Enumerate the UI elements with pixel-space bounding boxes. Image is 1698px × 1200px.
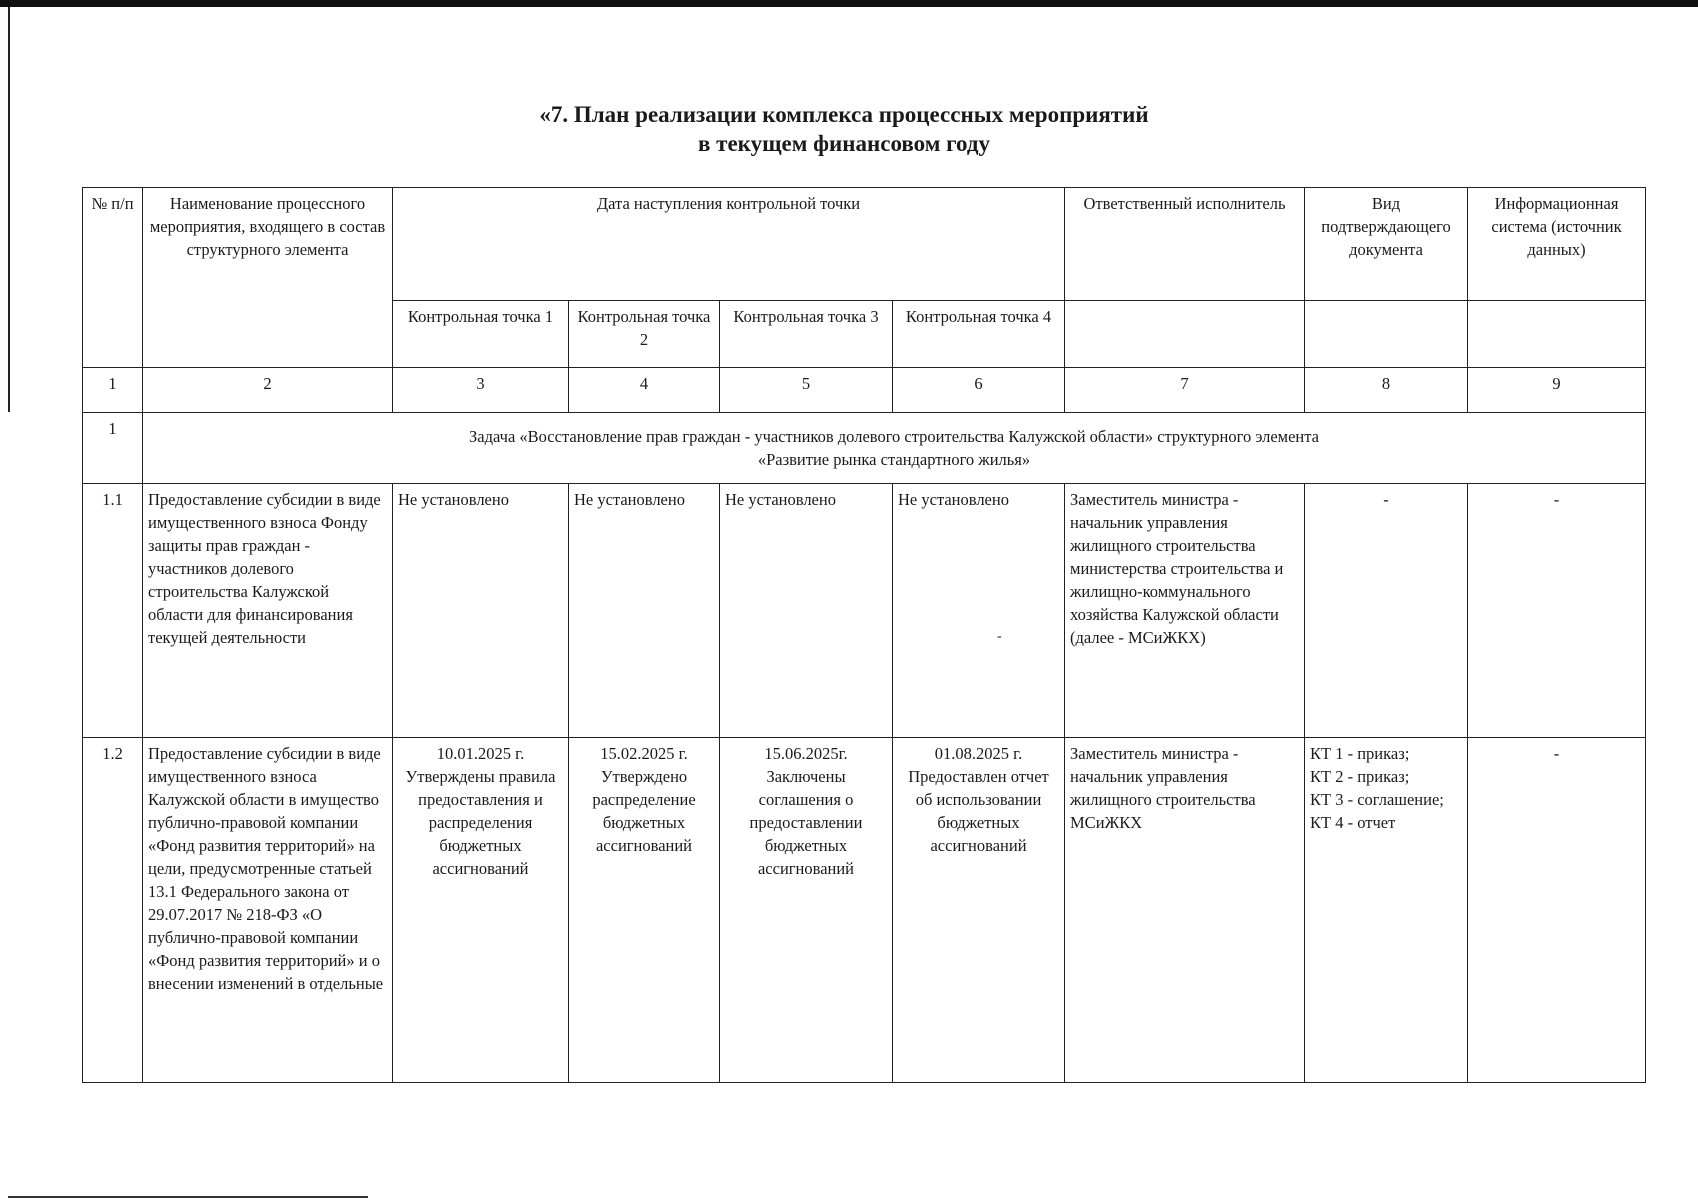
row-kt3: Не установлено [720, 484, 893, 738]
row-kt2: Не установлено [569, 484, 720, 738]
header-kt1: Контрольная точка 1 [393, 301, 569, 368]
row-doc-line: КТ 3 - соглашение; [1310, 790, 1444, 809]
column-number: 7 [1065, 368, 1305, 413]
column-number: 2 [143, 368, 393, 413]
header-name: Наименование процессного мероприятия, входящего в состав структурного элемента [143, 188, 393, 368]
column-number: 9 [1468, 368, 1646, 413]
plan-table [82, 187, 1646, 1083]
column-number: 4 [569, 368, 720, 413]
row-kt1: 10.01.2025 г. Утверждены правила предоставления и распределения бюджетных ассигнований [393, 738, 569, 1083]
table-row [83, 484, 1646, 738]
column-numbers-row [83, 368, 1646, 413]
scan-border-left [8, 7, 10, 412]
column-number: 1 [83, 368, 143, 413]
stray-dash-mark: - [997, 629, 1002, 644]
row-name: Предоставление субсидии в виде имущественного взноса Калужской области в имущество публично-правовой компании «Фонд развития территорий» на цели, предусмотренные статьей 13.1 Федерального закона от 29.07.2017 № 218-ФЗ «О публично-правовой компании «Фонд развития территорий» и о внесении изменений в отдельные [143, 738, 393, 1083]
header-info: Информационная система (источник данных) [1468, 188, 1646, 301]
row-num: 1.1 [83, 484, 143, 738]
scan-footnote-rule [8, 1196, 368, 1198]
row-kt3: 15.06.2025г. Заключены соглашения о предоставлении бюджетных ассигнований [720, 738, 893, 1083]
header-empty-9 [1468, 301, 1646, 368]
column-number: 6 [893, 368, 1065, 413]
row-kt4: Не установлено [893, 484, 1065, 738]
row-responsible: Заместитель министра - начальник управления жилищного строительства МСиЖКХ [1065, 738, 1305, 1083]
row-doc: - [1305, 484, 1468, 738]
row-info: - [1468, 484, 1646, 738]
header-kt3: Контрольная точка 3 [720, 301, 893, 368]
row-kt1: Не установлено [393, 484, 569, 738]
row-num: 1.2 [83, 738, 143, 1083]
row-info: - [1468, 738, 1646, 1083]
task-num: 1 [83, 413, 143, 484]
header-kt2: Контрольная точка 2 [569, 301, 720, 368]
row-name: Предоставление субсидии в виде имущественного взноса Фонду защиты прав граждан - участников долевого строительства Калужской области для финансирования текущей деятельности [143, 484, 393, 738]
scan-border-top [0, 0, 1698, 7]
column-number: 3 [393, 368, 569, 413]
task-text-line-1: Задача «Восстановление прав граждан - участников долевого строительства Калужской области» структурного элемента [469, 427, 1319, 446]
page-title [0, 100, 1698, 158]
table-row [83, 738, 1646, 1083]
row-responsible: Заместитель министра - начальник управления жилищного строительства министерства строительства и жилищно-коммунального хозяйства Калужской области (далее - МСиЖКХ) [1065, 484, 1305, 738]
header-row-1 [83, 188, 1646, 301]
header-empty-7 [1065, 301, 1305, 368]
column-number: 8 [1305, 368, 1468, 413]
header-dates: Дата наступления контрольной точки [393, 188, 1065, 301]
title-line-1: «7. План реализации комплекса процессных мероприятий [539, 102, 1149, 127]
task-text [143, 413, 1646, 484]
header-kt4: Контрольная точка 4 [893, 301, 1065, 368]
row-doc-line: КТ 2 - приказ; [1310, 767, 1410, 786]
header-responsible: Ответственный исполнитель [1065, 188, 1305, 301]
task-text-line-2: «Развитие рынка стандартного жилья» [757, 450, 1031, 469]
task-row [83, 413, 1646, 484]
row-kt2: 15.02.2025 г. Утверждено распределение бюджетных ассигнований [569, 738, 720, 1083]
column-number: 5 [720, 368, 893, 413]
row-doc-line: КТ 4 - отчет [1310, 813, 1396, 832]
row-doc [1305, 738, 1468, 1083]
row-kt4: 01.08.2025 г. Предоставлен отчет об использовании бюджетных ассигнований [893, 738, 1065, 1083]
row-doc-line: КТ 1 - приказ; [1310, 744, 1410, 763]
header-empty-8 [1305, 301, 1468, 368]
title-line-2: в текущем финансовом году [697, 131, 991, 156]
header-doc: Вид подтверждающего документа [1305, 188, 1468, 301]
header-num: № п/п [83, 188, 143, 368]
